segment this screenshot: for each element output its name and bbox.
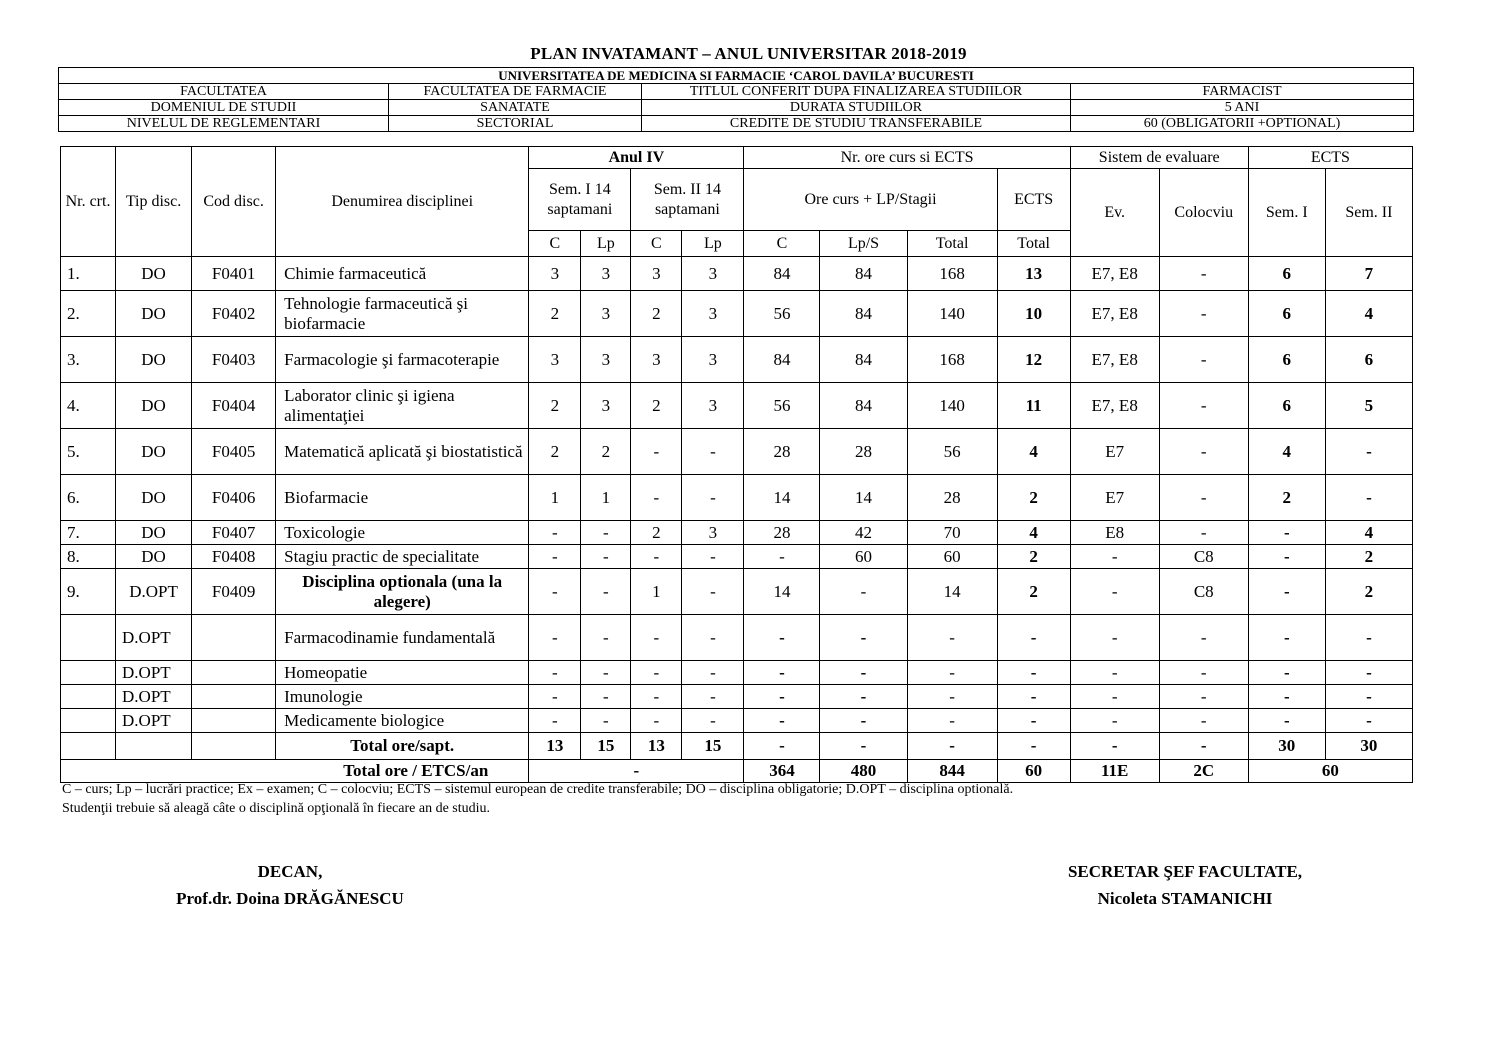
cell-ects: - bbox=[997, 685, 1070, 709]
cell-oc: 56 bbox=[744, 383, 820, 429]
cell-nr: 2. bbox=[61, 291, 116, 337]
cell-name: Tehnologie farmaceutică şi biofarmacie bbox=[276, 291, 529, 337]
secretary-name: Nicoleta STAMANICHI bbox=[1097, 889, 1273, 908]
cell-col: - bbox=[1159, 291, 1248, 337]
cell-ects: 11 bbox=[997, 383, 1070, 429]
total-sapt-c2: 13 bbox=[631, 733, 682, 760]
cell-s1: - bbox=[1248, 709, 1325, 733]
cell-name: Matematică aplicată şi biostatistică bbox=[276, 429, 529, 475]
cell-c2: - bbox=[631, 709, 682, 733]
col-header-lps: Lp/S bbox=[820, 231, 907, 257]
cell-ects: - bbox=[997, 709, 1070, 733]
cell-col: C8 bbox=[1159, 545, 1248, 569]
cell-ev: - bbox=[1070, 661, 1159, 685]
cell-olp: 84 bbox=[820, 257, 907, 291]
cell-col: - bbox=[1159, 429, 1248, 475]
cell-ot: - bbox=[907, 661, 997, 685]
info-value: 60 (OBLIGATORII +OPTIONAL) bbox=[1071, 116, 1414, 132]
total-sapt-s2: 30 bbox=[1325, 733, 1412, 760]
university-name: UNIVERSITATEA DE MEDICINA SI FARMACIE ‘CAROL DAVILA’ BUCURESTI bbox=[59, 68, 1414, 84]
cell-s1: - bbox=[1248, 615, 1325, 661]
cell-ev: - bbox=[1070, 615, 1159, 661]
total-an-ects: 60 bbox=[997, 760, 1070, 783]
cell-ev: - bbox=[1070, 709, 1159, 733]
col-header-sem1: Sem. I 14 saptamani bbox=[529, 169, 631, 231]
cell-lp2: - bbox=[682, 545, 744, 569]
cell-s2: 2 bbox=[1325, 569, 1412, 615]
cell-col: - bbox=[1159, 709, 1248, 733]
cell-olp: 42 bbox=[820, 521, 907, 545]
cell-s2: 4 bbox=[1325, 521, 1412, 545]
cell-lp1: 3 bbox=[581, 383, 631, 429]
cell-ev: - bbox=[1070, 569, 1159, 615]
cell-oc: 84 bbox=[744, 257, 820, 291]
cell-ects: 10 bbox=[997, 291, 1070, 337]
cell-oc: 14 bbox=[744, 475, 820, 521]
cell-ev: E7, E8 bbox=[1070, 291, 1159, 337]
cell-ot: 140 bbox=[907, 291, 997, 337]
table-row bbox=[61, 685, 1413, 709]
cell-olp: - bbox=[820, 709, 907, 733]
cell-name: Homeopatie bbox=[276, 661, 529, 685]
cell-olp: 84 bbox=[820, 337, 907, 383]
cell-olp: 28 bbox=[820, 429, 907, 475]
info-value: FACULTATEA DE FARMACIE bbox=[389, 84, 642, 100]
table-row bbox=[61, 257, 1413, 291]
cell-s2: 5 bbox=[1325, 383, 1412, 429]
info-label: FACULTATEA bbox=[59, 84, 389, 100]
cell-ot: 28 bbox=[907, 475, 997, 521]
cell-ev: E7, E8 bbox=[1070, 383, 1159, 429]
cell-tip: DO bbox=[116, 291, 192, 337]
cell-col: - bbox=[1159, 257, 1248, 291]
cell-ot: - bbox=[907, 615, 997, 661]
cell-c2: 2 bbox=[631, 521, 682, 545]
total-an-ot: 844 bbox=[907, 760, 997, 783]
cell-c2: - bbox=[631, 475, 682, 521]
info-label: TITLUL CONFERIT DUPA FINALIZAREA STUDIILOR bbox=[642, 84, 1071, 100]
col-header-lp: Lp bbox=[682, 231, 744, 257]
cell-ects: 2 bbox=[997, 545, 1070, 569]
cell-lp1: - bbox=[581, 569, 631, 615]
signature-secretary bbox=[1025, 858, 1345, 912]
cell-tip: DO bbox=[116, 475, 192, 521]
cell-ects: 4 bbox=[997, 429, 1070, 475]
cell-c1: 2 bbox=[529, 383, 581, 429]
cell-lp2: - bbox=[682, 685, 744, 709]
info-table bbox=[58, 67, 1414, 132]
cell-name: Medicamente biologice bbox=[276, 709, 529, 733]
cell-oc: - bbox=[744, 709, 820, 733]
cell-lp1: 2 bbox=[581, 429, 631, 475]
col-header-ore-c: C bbox=[744, 231, 820, 257]
secretary-role: SECRETAR ŞEF FACULTATE, bbox=[1067, 862, 1303, 881]
cell-ev: - bbox=[1070, 685, 1159, 709]
cell-lp2: - bbox=[682, 429, 744, 475]
cell-tip: D.OPT bbox=[116, 685, 192, 709]
cell-name: Biofarmacie bbox=[276, 475, 529, 521]
cell-ot: - bbox=[907, 685, 997, 709]
cell-s1: 6 bbox=[1248, 383, 1325, 429]
cell-cod: F0405 bbox=[192, 429, 276, 475]
cell-ot: 70 bbox=[907, 521, 997, 545]
info-label: CREDITE DE STUDIU TRANSFERABILE bbox=[642, 116, 1071, 132]
cell-c1: 2 bbox=[529, 429, 581, 475]
legend-line: Studenţii trebuie să aleagă câte o disciplină opţională în fiecare an de studiu. bbox=[62, 801, 491, 816]
cell-lp2: 3 bbox=[682, 291, 744, 337]
cell-lp1: - bbox=[581, 661, 631, 685]
cell-cod bbox=[192, 615, 276, 661]
info-value: SANATATE bbox=[389, 100, 642, 116]
total-sapt-col: - bbox=[1159, 733, 1248, 760]
cell-tip: D.OPT bbox=[116, 615, 192, 661]
cell-lp2: 3 bbox=[682, 383, 744, 429]
dean-role: DECAN, bbox=[257, 862, 323, 881]
cell-lp1: 3 bbox=[581, 291, 631, 337]
cell-nr: 5. bbox=[61, 429, 116, 475]
cell-ot: - bbox=[907, 709, 997, 733]
col-header-c: C bbox=[631, 231, 682, 257]
total-sapt-oc: - bbox=[744, 733, 820, 760]
cell-olp: 14 bbox=[820, 475, 907, 521]
cell-cod: F0401 bbox=[192, 257, 276, 291]
cell-ot: 168 bbox=[907, 257, 997, 291]
col-header-nr: Nr. crt. bbox=[61, 147, 116, 257]
cell-ects: 12 bbox=[997, 337, 1070, 383]
col-header-sem-i: Sem. I bbox=[1248, 169, 1325, 257]
cell-cod: F0402 bbox=[192, 291, 276, 337]
cell-ects: 2 bbox=[997, 569, 1070, 615]
cell-olp: - bbox=[820, 569, 907, 615]
col-header-sem-ii: Sem. II bbox=[1325, 169, 1412, 257]
cell-c1: - bbox=[529, 661, 581, 685]
cell-olp: - bbox=[820, 615, 907, 661]
total-sapt-olp: - bbox=[820, 733, 907, 760]
cell-nr bbox=[61, 685, 116, 709]
cell-ot: 60 bbox=[907, 545, 997, 569]
cell-tip: DO bbox=[116, 257, 192, 291]
cell-tip: DO bbox=[116, 521, 192, 545]
cell-name: Disciplina optionala (una la alegere) bbox=[276, 569, 529, 615]
cell-ev: E8 bbox=[1070, 521, 1159, 545]
cell-s1: 2 bbox=[1248, 475, 1325, 521]
col-header-cod: Cod disc. bbox=[192, 147, 276, 257]
cell-s1: - bbox=[1248, 661, 1325, 685]
total-sapt-ects: - bbox=[997, 733, 1070, 760]
cell-col: - bbox=[1159, 337, 1248, 383]
cell-cod: F0407 bbox=[192, 521, 276, 545]
cell-ot: 168 bbox=[907, 337, 997, 383]
total-sapt-label: Total ore/sapt. bbox=[276, 733, 529, 760]
total-an-sem: - bbox=[529, 760, 744, 783]
cell-s2: - bbox=[1325, 661, 1412, 685]
table-row bbox=[61, 709, 1413, 733]
table-row bbox=[61, 429, 1413, 475]
cell-s2: - bbox=[1325, 615, 1412, 661]
total-sapt-lp2: 15 bbox=[682, 733, 744, 760]
cell-lp1: - bbox=[581, 615, 631, 661]
cell-cod bbox=[192, 709, 276, 733]
cell-oc: 28 bbox=[744, 521, 820, 545]
cell-nr: 3. bbox=[61, 337, 116, 383]
col-header-colocviu: Colocviu bbox=[1159, 169, 1248, 257]
cell-tip: D.OPT bbox=[116, 569, 192, 615]
info-label: DURATA STUDIILOR bbox=[642, 100, 1071, 116]
cell-s1: 6 bbox=[1248, 291, 1325, 337]
cell-cod: F0406 bbox=[192, 475, 276, 521]
cell-oc: 84 bbox=[744, 337, 820, 383]
cell-c2: 1 bbox=[631, 569, 682, 615]
cell-name: Stagiu practic de specialitate bbox=[276, 545, 529, 569]
cell-olp: 84 bbox=[820, 291, 907, 337]
total-an-col: 2C bbox=[1159, 760, 1248, 783]
cell-c2: - bbox=[631, 615, 682, 661]
cell-c2: - bbox=[631, 661, 682, 685]
cell-olp: - bbox=[820, 685, 907, 709]
table-row bbox=[61, 615, 1413, 661]
total-an-ects-total: 60 bbox=[1248, 760, 1412, 783]
cell-c1: - bbox=[529, 685, 581, 709]
cell-nr: 8. bbox=[61, 545, 116, 569]
cell-nr bbox=[61, 661, 116, 685]
cell-tip: D.OPT bbox=[116, 661, 192, 685]
empty-cell bbox=[192, 733, 276, 760]
info-value: 5 ANI bbox=[1071, 100, 1414, 116]
cell-lp2: - bbox=[682, 615, 744, 661]
cell-lp1: - bbox=[581, 709, 631, 733]
cell-cod bbox=[192, 685, 276, 709]
col-header-denumirea: Denumirea disciplinei bbox=[276, 147, 529, 257]
cell-ects: - bbox=[997, 615, 1070, 661]
cell-ev: E7 bbox=[1070, 429, 1159, 475]
cell-c2: 3 bbox=[631, 337, 682, 383]
cell-lp2: - bbox=[682, 475, 744, 521]
cell-name: Farmacodinamie fundamentală bbox=[276, 615, 529, 661]
cell-c2: 3 bbox=[631, 257, 682, 291]
cell-cod: F0404 bbox=[192, 383, 276, 429]
table-row bbox=[61, 661, 1413, 685]
info-label: DOMENIUL DE STUDII bbox=[59, 100, 389, 116]
cell-c1: 3 bbox=[529, 257, 581, 291]
cell-lp2: 3 bbox=[682, 257, 744, 291]
cell-nr: 7. bbox=[61, 521, 116, 545]
cell-lp2: - bbox=[682, 569, 744, 615]
cell-lp1: - bbox=[581, 685, 631, 709]
cell-oc: 56 bbox=[744, 291, 820, 337]
cell-olp: 84 bbox=[820, 383, 907, 429]
empty-cell bbox=[116, 733, 192, 760]
cell-s2: 2 bbox=[1325, 545, 1412, 569]
cell-ev: E7, E8 bbox=[1070, 257, 1159, 291]
table-row bbox=[61, 569, 1413, 615]
col-header-c: C bbox=[529, 231, 581, 257]
document-title: PLAN INVATAMANT – ANUL UNIVERSITAR 2018-2019 bbox=[530, 44, 967, 63]
table-row bbox=[61, 337, 1413, 383]
cell-c2: - bbox=[631, 685, 682, 709]
cell-lp2: 3 bbox=[682, 337, 744, 383]
cell-nr bbox=[61, 615, 116, 661]
col-header-ev: Ev. bbox=[1070, 169, 1159, 257]
cell-olp: - bbox=[820, 661, 907, 685]
cell-ev: E7 bbox=[1070, 475, 1159, 521]
cell-col: - bbox=[1159, 661, 1248, 685]
cell-s1: - bbox=[1248, 685, 1325, 709]
total-sapt-ot: - bbox=[907, 733, 997, 760]
col-header-ects-sub: ECTS bbox=[997, 169, 1070, 231]
cell-tip: D.OPT bbox=[116, 709, 192, 733]
cell-nr: 6. bbox=[61, 475, 116, 521]
cell-c1: - bbox=[529, 615, 581, 661]
cell-s2: 4 bbox=[1325, 291, 1412, 337]
cell-oc: - bbox=[744, 661, 820, 685]
cell-oc: 28 bbox=[744, 429, 820, 475]
cell-s2: - bbox=[1325, 475, 1412, 521]
total-sapt-ev: - bbox=[1070, 733, 1159, 760]
col-header-ects-total: Total bbox=[997, 231, 1070, 257]
cell-c2: - bbox=[631, 545, 682, 569]
legend-line: C – curs; Lp – lucrări practice; Ex – examen; C – colocviu; ECTS – sistemul european de credite transferabile; DO – disciplina obligatorie; D.OPT – disciplina optională. bbox=[62, 782, 1014, 797]
cell-lp2: - bbox=[682, 709, 744, 733]
cell-lp1: - bbox=[581, 521, 631, 545]
cell-oc: - bbox=[744, 545, 820, 569]
cell-c1: - bbox=[529, 569, 581, 615]
col-header-anul: Anul IV bbox=[529, 147, 744, 169]
total-an-label: Total ore / ETCS/an bbox=[61, 760, 529, 783]
table-row bbox=[61, 291, 1413, 337]
cell-ev: E7, E8 bbox=[1070, 337, 1159, 383]
cell-c1: 2 bbox=[529, 291, 581, 337]
cell-name: Toxicologie bbox=[276, 521, 529, 545]
cell-s1: - bbox=[1248, 569, 1325, 615]
cell-col: - bbox=[1159, 475, 1248, 521]
cell-cod: F0403 bbox=[192, 337, 276, 383]
cell-s1: 4 bbox=[1248, 429, 1325, 475]
cell-c1: - bbox=[529, 709, 581, 733]
cell-c1: - bbox=[529, 545, 581, 569]
cell-tip: DO bbox=[116, 337, 192, 383]
cell-lp2: 3 bbox=[682, 521, 744, 545]
cell-s2: - bbox=[1325, 709, 1412, 733]
cell-c1: 3 bbox=[529, 337, 581, 383]
col-header-nr-ore: Nr. ore curs si ECTS bbox=[744, 147, 1070, 169]
total-sapt-lp1: 15 bbox=[581, 733, 631, 760]
cell-c2: - bbox=[631, 429, 682, 475]
total-sapt-c1: 13 bbox=[529, 733, 581, 760]
cell-cod bbox=[192, 661, 276, 685]
signature-dean bbox=[140, 858, 440, 912]
cell-oc: - bbox=[744, 615, 820, 661]
cell-lp1: 3 bbox=[581, 257, 631, 291]
cell-oc: 14 bbox=[744, 569, 820, 615]
cell-lp2: - bbox=[682, 661, 744, 685]
cell-ot: 140 bbox=[907, 383, 997, 429]
cell-col: - bbox=[1159, 521, 1248, 545]
cell-nr bbox=[61, 709, 116, 733]
col-header-ects: ECTS bbox=[1248, 147, 1412, 169]
cell-col: - bbox=[1159, 383, 1248, 429]
cell-nr: 4. bbox=[61, 383, 116, 429]
cell-ects: 2 bbox=[997, 475, 1070, 521]
cell-c1: - bbox=[529, 521, 581, 545]
info-label: NIVELUL DE REGLEMENTARI bbox=[59, 116, 389, 132]
cell-nr: 1. bbox=[61, 257, 116, 291]
cell-s2: - bbox=[1325, 685, 1412, 709]
col-header-sistem: Sistem de evaluare bbox=[1070, 147, 1248, 169]
cell-nr: 9. bbox=[61, 569, 116, 615]
legend bbox=[62, 780, 1013, 818]
cell-name: Imunologie bbox=[276, 685, 529, 709]
cell-ects: 13 bbox=[997, 257, 1070, 291]
info-value: SECTORIAL bbox=[389, 116, 642, 132]
info-value: FARMACIST bbox=[1071, 84, 1414, 100]
cell-ot: 14 bbox=[907, 569, 997, 615]
dean-name: Prof.dr. Doina DRĂGĂNESCU bbox=[176, 889, 404, 908]
curriculum-table bbox=[60, 146, 1413, 783]
cell-s2: 7 bbox=[1325, 257, 1412, 291]
empty-cell bbox=[61, 733, 116, 760]
col-header-lp: Lp bbox=[581, 231, 631, 257]
total-an-ev: 11E bbox=[1070, 760, 1159, 783]
cell-s1: - bbox=[1248, 545, 1325, 569]
cell-lp1: 3 bbox=[581, 337, 631, 383]
cell-s2: 6 bbox=[1325, 337, 1412, 383]
cell-name: Laborator clinic şi igiena alimentaţiei bbox=[276, 383, 529, 429]
cell-tip: DO bbox=[116, 545, 192, 569]
total-sapt-s1: 30 bbox=[1248, 733, 1325, 760]
cell-s2: - bbox=[1325, 429, 1412, 475]
total-an-olp: 480 bbox=[820, 760, 907, 783]
cell-col: - bbox=[1159, 615, 1248, 661]
cell-ev: - bbox=[1070, 545, 1159, 569]
cell-col: C8 bbox=[1159, 569, 1248, 615]
cell-col: - bbox=[1159, 685, 1248, 709]
cell-cod: F0408 bbox=[192, 545, 276, 569]
cell-ects: 4 bbox=[997, 521, 1070, 545]
cell-oc: - bbox=[744, 685, 820, 709]
cell-s1: 6 bbox=[1248, 337, 1325, 383]
cell-c1: 1 bbox=[529, 475, 581, 521]
cell-tip: DO bbox=[116, 383, 192, 429]
col-header-total: Total bbox=[907, 231, 997, 257]
col-header-sem2: Sem. II 14 saptamani bbox=[631, 169, 744, 231]
table-row bbox=[61, 383, 1413, 429]
total-an-oc: 364 bbox=[744, 760, 820, 783]
cell-lp1: - bbox=[581, 545, 631, 569]
table-row bbox=[61, 521, 1413, 545]
cell-name: Chimie farmaceutică bbox=[276, 257, 529, 291]
cell-olp: 60 bbox=[820, 545, 907, 569]
cell-s1: - bbox=[1248, 521, 1325, 545]
table-row bbox=[61, 545, 1413, 569]
cell-lp1: 1 bbox=[581, 475, 631, 521]
table-row bbox=[61, 475, 1413, 521]
col-header-tip: Tip disc. bbox=[116, 147, 192, 257]
cell-c2: 2 bbox=[631, 383, 682, 429]
cell-c2: 2 bbox=[631, 291, 682, 337]
cell-ot: 56 bbox=[907, 429, 997, 475]
cell-name: Farmacologie şi farmacoterapie bbox=[276, 337, 529, 383]
cell-tip: DO bbox=[116, 429, 192, 475]
cell-s1: 6 bbox=[1248, 257, 1325, 291]
col-header-ore-curs: Ore curs + LP/Stagii bbox=[744, 169, 997, 231]
cell-cod: F0409 bbox=[192, 569, 276, 615]
cell-ects: - bbox=[997, 661, 1070, 685]
